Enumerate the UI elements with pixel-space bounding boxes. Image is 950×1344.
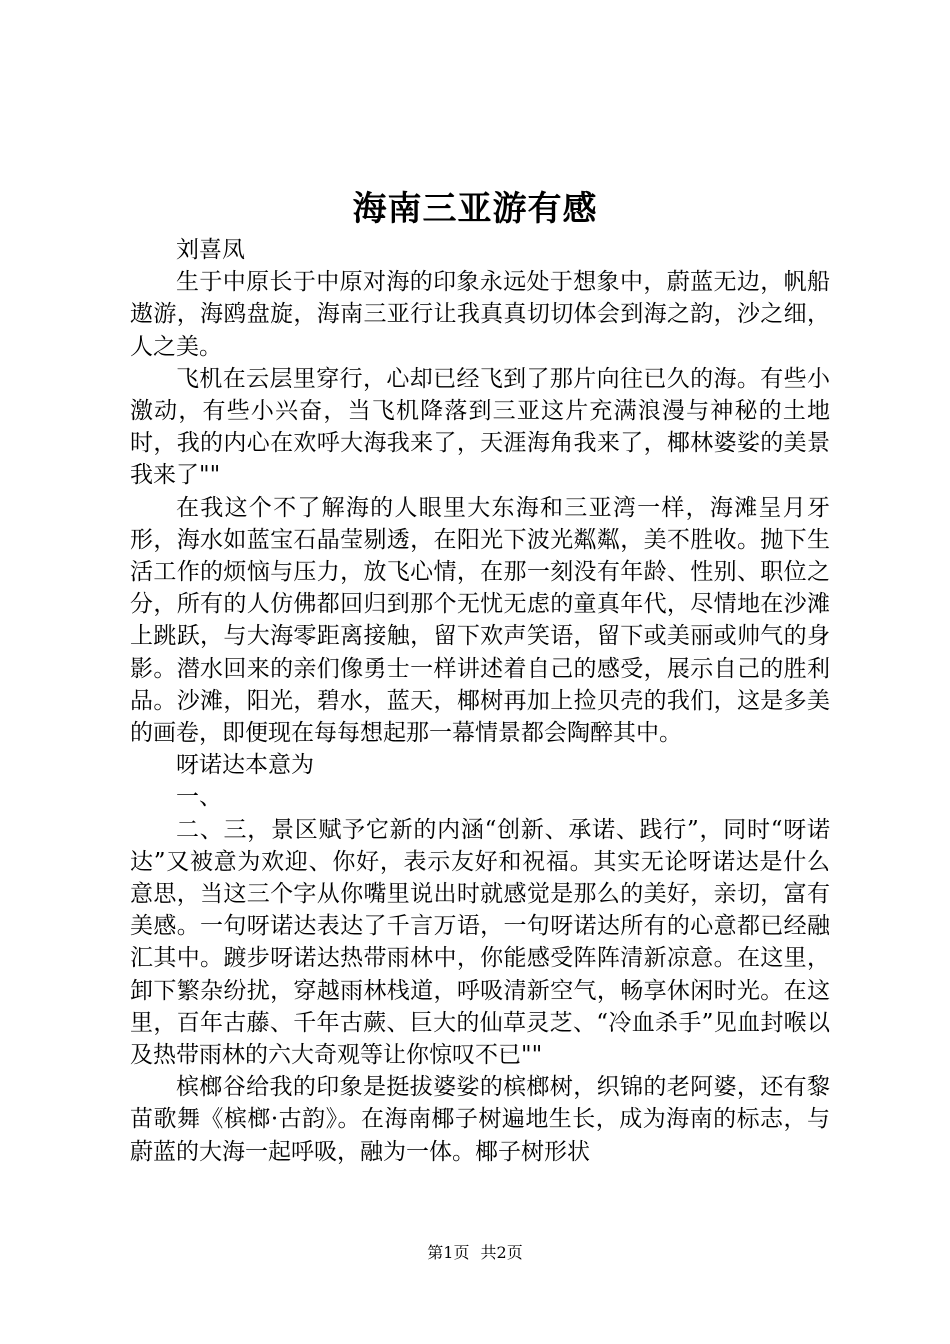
page-footer [0, 1241, 950, 1265]
author-line: 刘喜凤 [176, 237, 245, 263]
paragraph: 一、 [176, 784, 222, 811]
paragraph: 二、三，景区赋予它新的内涵“创新、承诺、践行”，同时“呀诺达”又被意为欢迎、你好，表示友好和祝福。其实无论呀诺达是什么意思，当这三个字从你嘴里说出时就感觉是那么的美好，亲切，富有美感。一句呀诺达表达了千言万语，一句呀诺达所有的心意都已经融汇其中。踱步呀诺达热带雨林中，你能感受阵阵清新凉意。在这里，卸下繁杂纷扰，穿越雨林栈道，呼吸清新空气，畅享休闲时光。在这里，百年古藤、千年古蕨、巨大的仙草灵芝、“冷血杀手”见血封喉以及热带雨林的六大奇观等让你惊叹不已"" [130, 816, 830, 1069]
page-number: 第1页 [427, 1243, 470, 1262]
paragraph: 在我这个不了解海的人眼里大东海和三亚湾一样，海滩呈月牙形，海水如蓝宝石晶莹剔透，在阳光下波光粼粼，美不胜收。抛下生活工作的烦恼与压力，放飞心情，在那一刻没有年龄、性别、职位之分，所有的人仿佛都回归到那个无忧无虑的童真年代，尽情地在沙滩上跳跃，与大海零距离接触，留下欢声笑语，留下或美丽或帅气的身影。潜水回来的亲们像勇士一样讲述着自己的感受，展示自己的胜利品。沙滩，阳光，碧水，蓝天，椰树再加上捡贝壳的我们，这是多美的画卷，即便现在每每想起那一幕情景都会陶醉其中。 [130, 494, 830, 747]
paragraph: 槟榔谷给我的印象是挺拔婆娑的槟榔树，织锦的老阿婆，还有黎苗歌舞《槟榔·古韵》。在海南椰子树遍地生长，成为海南的标志，与蔚蓝的大海一起呼吸，融为一体。椰子树形状 [130, 1074, 830, 1165]
paragraph: 生于中原长于中原对海的印象永远处于想象中，蔚蓝无边，帆船遨游，海鸥盘旋，海南三亚行让我真真切切体会到海之韵，沙之细，人之美。 [130, 269, 830, 360]
page-total: 共2页 [480, 1243, 523, 1262]
paragraph: 呀诺达本意为 [176, 752, 314, 779]
document-title: 海南三亚游有感 [352, 189, 598, 229]
document-body [130, 234, 830, 1168]
paragraph: 飞机在云层里穿行，心却已经飞到了那片向往已久的海。有些小激动，有些小兴奋，当飞机降落到三亚这片充满浪漫与神秘的土地时，我的内心在欢呼大海我来了，天涯海角我来了，椰林婆娑的美景我来了"" [130, 365, 830, 489]
